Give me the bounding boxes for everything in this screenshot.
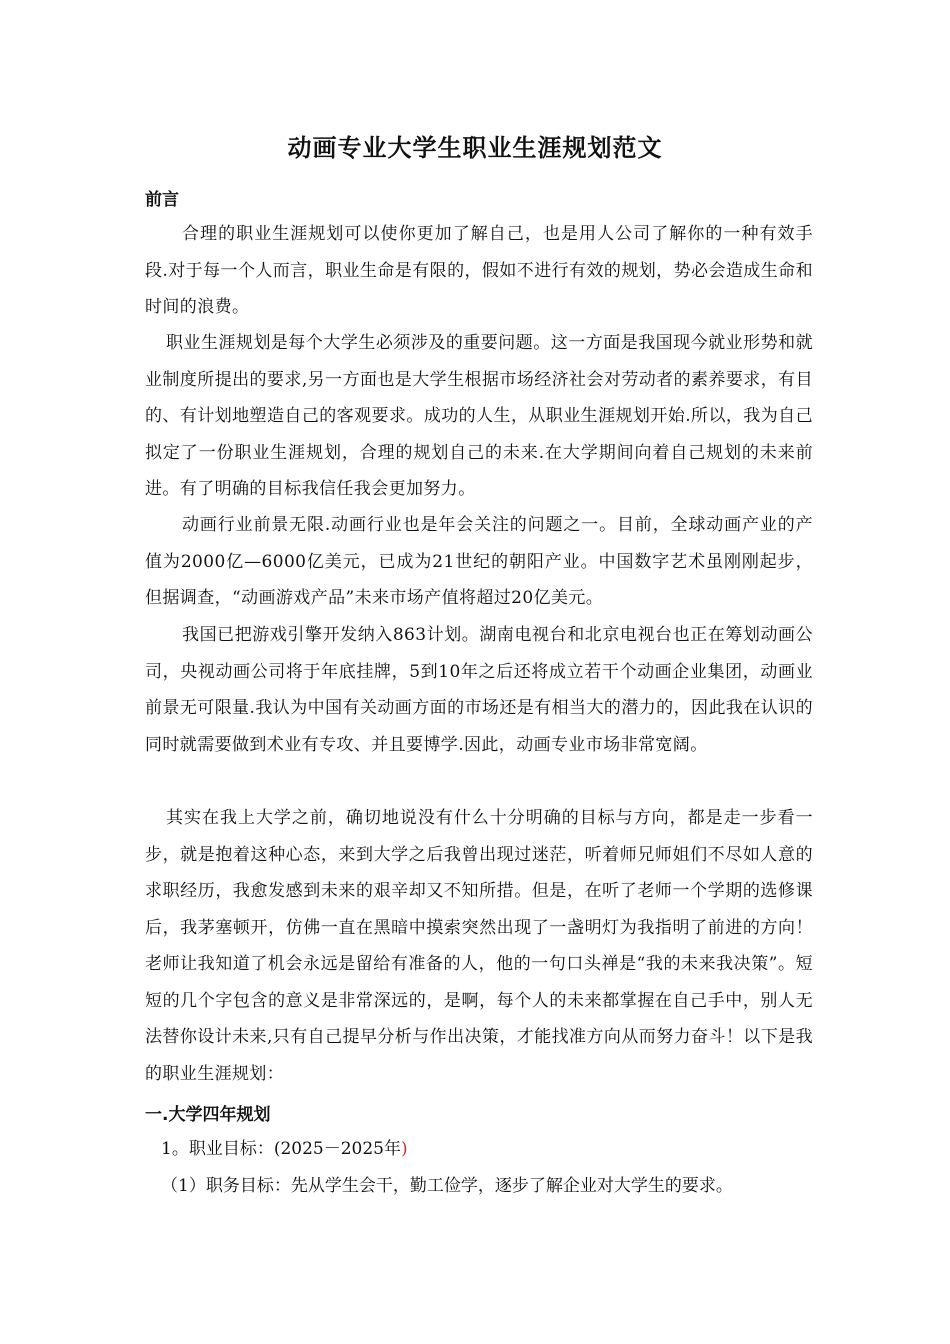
paragraph-5: 其实在我上大学之前，确切地说没有什么十分明确的目标与方向，都是走一步看一步，就是抱着这种心态，来到大学之后我曾出现过迷茫，听着师兄师姐们不尽如人意的求职经历，我愈发感到未来的艰辛却又不知所措。但是，在听了老师一个学期的选修课后，我茅塞顿开，仿佛一直在黑暗中摸索突然出现了一盏明灯为我指明了前进的方向！老师让我知道了机会永远是留给有准备的人，他的一句口头禅是“我的未来我决策”。短短的几个字包含的意义是非常深远的，是啊，每个人的未来都掌握在自己手中，别人无法替你设计未来,只有自己提早分析与作出决策，才能找准方向从而努力奋斗！以下是我的职业生涯规划： [145,808,813,1084]
paragraph-4: 我国已把游戏引擎开发纳入863计划。湖南电视台和北京电视台也正在筹划动画公司，央视动画公司将于年底挂牌，5到10年之后还将成立若干个动画企业集团，动画业前景无可限量.我认为中国有关动画方面的市场还是有相当大的潜力的，因此我在认识的同时就需要做到术业有专攻、并且要博学.因此，动画专业市场非常宽阔。 [145,625,813,755]
document-title: 动画专业大学生职业生涯规划范文 [287,134,663,162]
career-goal-closing-paren: ) [400,1139,408,1159]
paragraph-1: 合理的职业生涯规划可以使你更加了解自己，也是用人公司了解你的一种有效手段.对于每一个人而言，职业生命是有限的，假如不进行有效的规划，势必会造成生命和时间的浪费。 [145,224,813,317]
career-goal-item [161,1134,408,1164]
career-goal-text: 1。职业目标：(2025－2025年 [161,1139,401,1159]
paragraph-3: 动画行业前景无限.动画行业也是年会关注的问题之一。目前，全球动画产业的产值为2000亿—6000亿美元，已成为21世纪的朝阳产业。中国数字艺术虽刚刚起步，但据调查，“动画游戏产品”未来市场产值将超过20亿美元。 [145,515,813,608]
paragraph-2: 职业生涯规划是每个大学生必须涉及的重要问题。这一方面是我国现今就业形势和就业制度所提出的要求,另一方面也是大学生根据市场经济社会对劳动者的素养要求，有目的、有计划地塑造自己的客观要求。成功的人生，从职业生涯规划开始.所以，我为自己拟定了一份职业生涯规划，合理的规划自己的未来.在大学期间向着自己规划的未来前进。有了明确的目标我信任我会更加努力。 [145,333,813,499]
position-goal-item: （1）职务目标：先从学生会干，勤工俭学，逐步了解企业对大学生的要求。 [161,1176,733,1196]
section-heading-four-year-plan: 一.大学四年规划 [145,1105,271,1125]
preface-heading: 前言 [145,190,179,210]
